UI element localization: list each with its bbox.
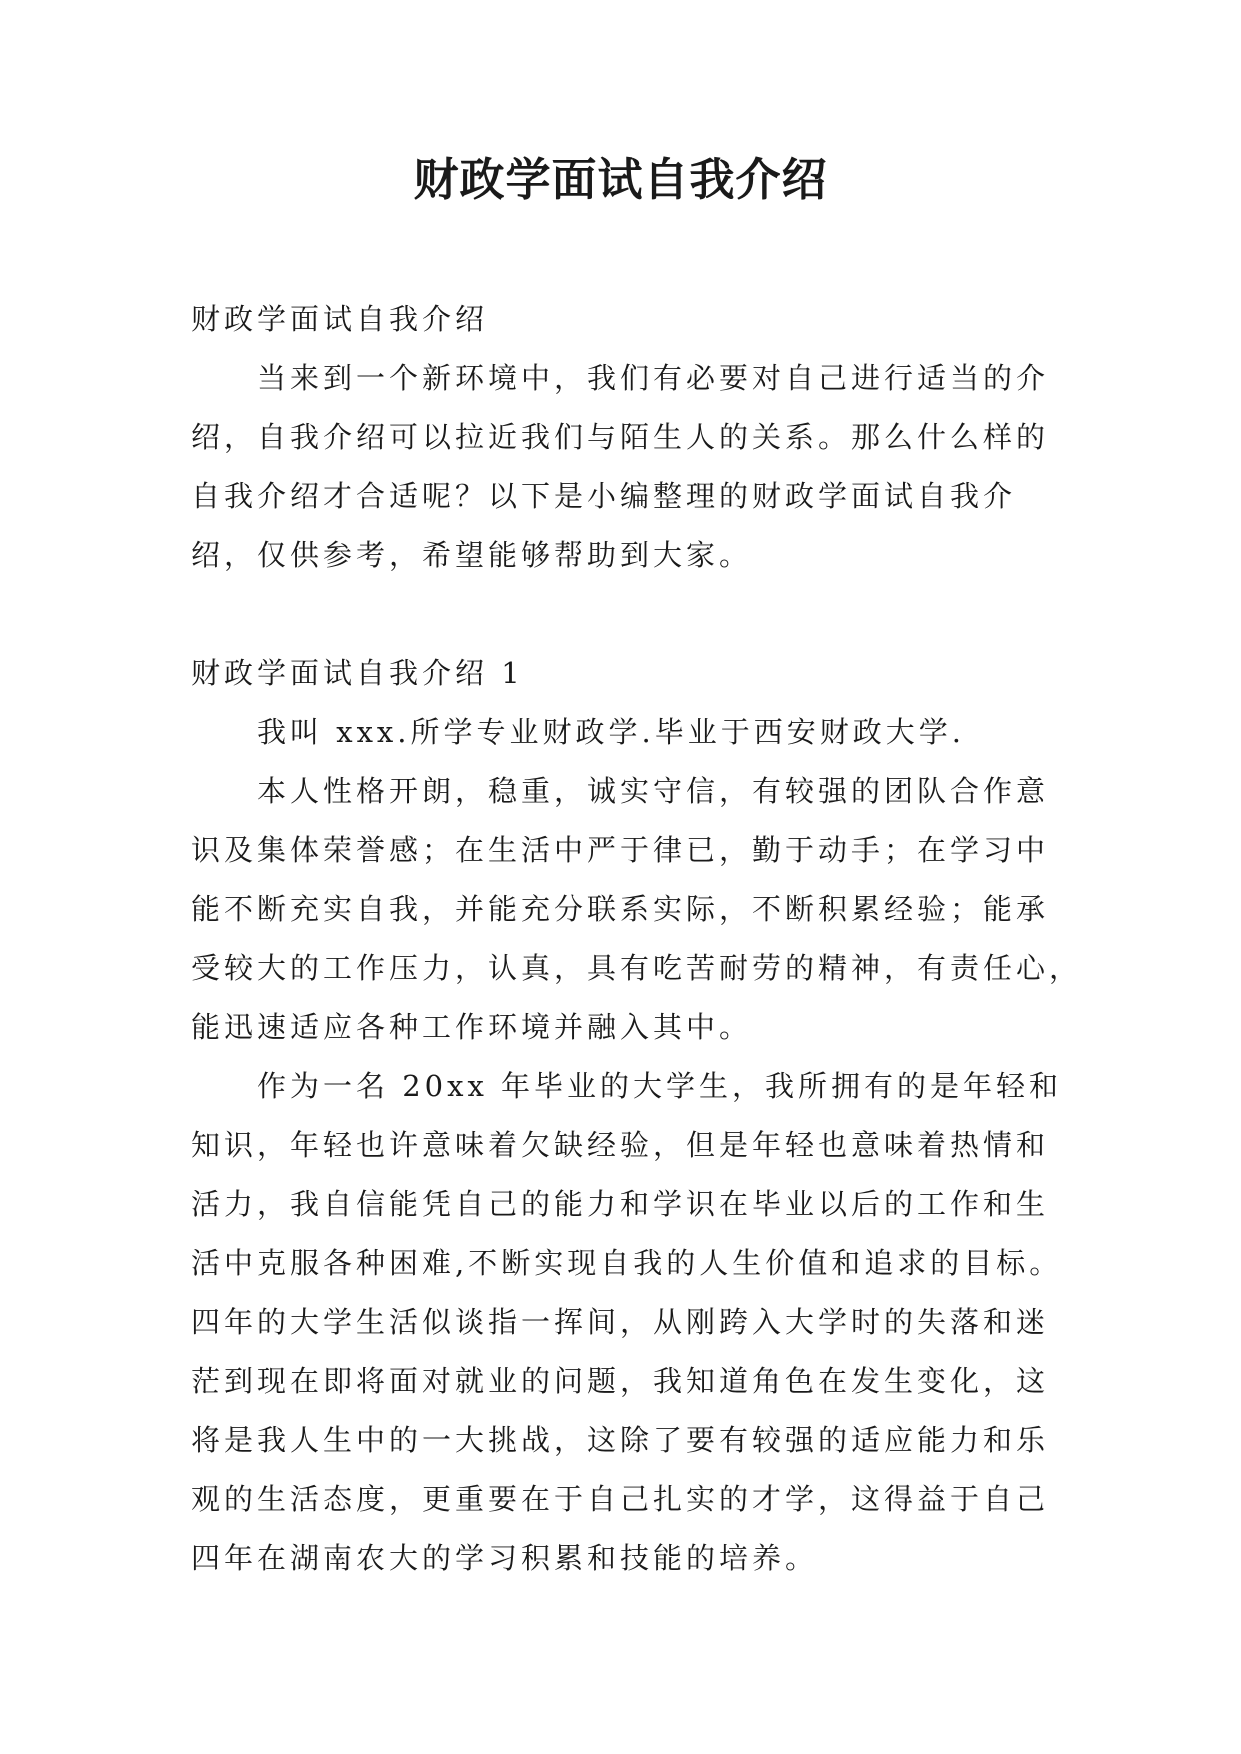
document-title: 财政学面试自我介绍 <box>413 153 828 206</box>
paragraph-line: 活力，我自信能凭自己的能力和学识在毕业以后的工作和生 <box>191 1187 1050 1221</box>
paragraph-line: 自我介绍才合适呢？以下是小编整理的财政学面试自我介 <box>191 479 1017 513</box>
paragraph-line: 识及集体荣誉感；在生活中严于律已，勤于动手；在学习中 <box>191 833 1050 867</box>
paragraph-line: 能不断充实自我，并能充分联系实际，不断积累经验；能承 <box>191 892 1050 926</box>
paragraph-line: 四年的大学生活似谈指一挥间，从刚跨入大学时的失落和迷 <box>191 1305 1050 1339</box>
document-body <box>191 290 1083 1588</box>
paragraph-line: 作为一名 20xx 年毕业的大学生，我所拥有的是年轻和 <box>257 1069 1063 1103</box>
paragraph-line: 绍，自我介绍可以拉近我们与陌生人的关系。那么什么样的 <box>191 420 1050 454</box>
paragraph-line: 知识，年轻也许意味着欠缺经验，但是年轻也意味着热情和 <box>191 1128 1050 1162</box>
intro-heading: 财政学面试自我介绍 <box>191 302 489 336</box>
paragraph-line: 绍，仅供参考，希望能够帮助到大家。 <box>191 538 753 572</box>
paragraph-line: 能迅速适应各种工作环境并融入其中。 <box>191 1010 753 1044</box>
paragraph-line: 将是我人生中的一大挑战，这除了要有较强的适应能力和乐 <box>191 1423 1050 1457</box>
section-heading-1: 财政学面试自我介绍 1 <box>191 656 524 690</box>
paragraph-line: 我叫 xxx.所学专业财政学.毕业于西安财政大学. <box>257 715 965 749</box>
section-spacer <box>191 585 1053 644</box>
graduate-paragraph <box>191 1057 1063 1588</box>
paragraph-line: 当来到一个新环境中，我们有必要对自己进行适当的介 <box>257 361 1050 395</box>
paragraph-line: 受较大的工作压力，认真，具有吃苦耐劳的精神，有责任心， <box>191 951 1083 985</box>
intro-paragraph <box>191 349 1053 585</box>
paragraph-line: 茫到现在即将面对就业的问题，我知道角色在发生变化，这 <box>191 1364 1050 1398</box>
personality-paragraph <box>191 762 1083 1057</box>
paragraph-line: 本人性格开朗，稳重，诚实守信，有较强的团队合作意 <box>257 774 1050 808</box>
paragraph-line: 活中克服各种困难,不断实现自我的人生价值和追求的目标。 <box>191 1246 1063 1280</box>
paragraph-line: 四年在湖南农大的学习积累和技能的培养。 <box>191 1541 819 1575</box>
paragraph-line: 观的生活态度，更重要在于自己扎实的才学，这得益于自己 <box>191 1482 1050 1516</box>
